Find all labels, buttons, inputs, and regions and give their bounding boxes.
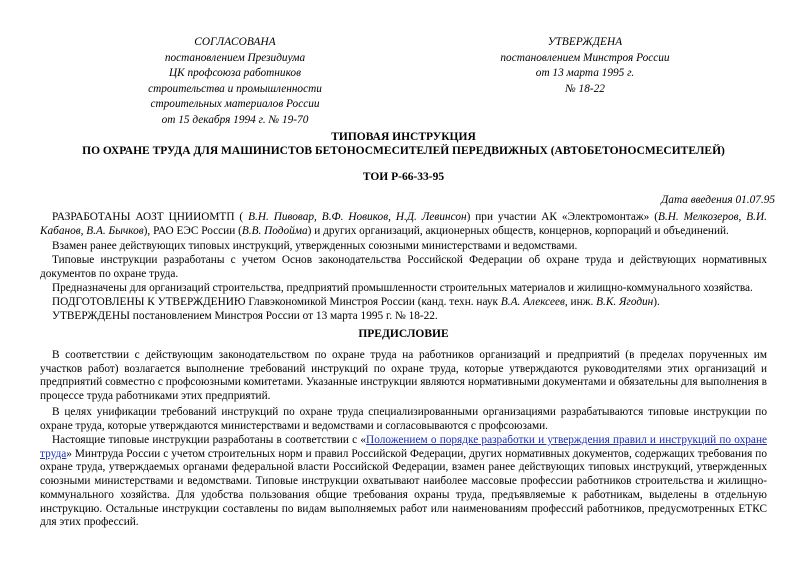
prepared-author-1: В.А. Алексеев — [500, 296, 565, 308]
developed-suffix: ) и других организаций, акционерных обществ, концернов, корпораций и объединений. — [307, 224, 729, 237]
prepared-author-2: В.К. Ягодин — [596, 296, 654, 308]
approval-agreed-line: от 15 декабря 1994 г. № 19-70 — [161, 113, 309, 126]
developed-authors-1: В.Н. Пивовар, В.Ф. Новиков, Н.Д. Левинсон — [243, 211, 467, 223]
approval-approved-line: № 18-22 — [565, 82, 605, 95]
preface-heading: ПРЕДИСЛОВИЕ — [358, 328, 449, 340]
document-title — [30, 131, 777, 158]
document-title-line-2: ПО ОХРАНЕ ТРУДА ДЛЯ МАШИНИСТОВ БЕТОНОСМЕСИТЕЛЕЙ ПЕРЕДВИЖНЫХ (АВТОБЕТОНОСМЕСИТЕЛЕЙ) — [82, 144, 725, 157]
preface-p3-prefix: Настоящие типовые инструкции разработаны в соответствии с « — [52, 434, 367, 446]
developed-mid-1: ) при участии АК «Электромонтаж» ( — [466, 211, 659, 223]
preface-p3-suffix: » Минтруда России с учетом строительных норм и правил Российской Федерации, других нормативных документов, содержащих требования по охране труда, утверждаемых органами федеральной власти Российской Федерации, взамен ранее действующих типовых инструкций, утвержденных союзными министерствами и ведомствами. Типовые инструкции охватывают наиболее массовые профессии работников строительства и жилищно-коммунального хозяйства. Для удобства пользования общие требования охраны труда, предъявляемые к работникам, выделены в отдельную инструкцию. Остальные инструкции составлены по видам выполняемых работ или наименованиям профессий работников, предусмотренных ЕТКС для этих профессий. — [40, 447, 767, 529]
basis-paragraph: Типовые инструкции разработаны с учетом Основ законодательства Российской Федерации об охране труда и действующих нормативных документов по охране труда. — [40, 254, 767, 280]
developed-by-paragraph — [40, 211, 767, 238]
approval-agreed-line: строительных материалов России — [150, 98, 320, 111]
introduction-date: Дата введения 01.07.95 — [661, 194, 775, 206]
approval-approved-title: УТВЕРЖДЕНА — [547, 36, 623, 48]
developed-authors-3: В.В. Подойма — [241, 224, 308, 237]
prepared-mid: , инж. — [564, 296, 597, 308]
document-title-line-1: ТИПОВАЯ ИНСТРУКЦИЯ — [331, 131, 476, 143]
approval-approved-line: от 13 марта 1995 г. — [535, 67, 635, 80]
purpose-paragraph: Предназначены для организаций строительства, предприятий промышленности строительных материалов и жилищно-коммунального хозяйства. — [52, 282, 753, 294]
developed-mid-2: ), РАО ЕЭС России ( — [143, 224, 242, 237]
developed-authors-2: В.Н. Мелкозеров, В.И. Кабанов, В.А. Бычков — [40, 211, 767, 237]
approval-agreed-block — [120, 35, 350, 129]
approval-agreed-title: СОГЛАСОВАНА — [194, 36, 276, 48]
document-code: ТОИ Р-66-33-95 — [362, 171, 445, 183]
approval-agreed-line: постановлением Президиума — [164, 51, 306, 64]
approval-approved-line: постановлением Минстроя России — [500, 51, 670, 64]
approval-agreed-line: ЦК профсоюза работников — [169, 67, 301, 80]
preface-paragraph-1: В соответствии с действующим законодательством по охране труда на работников организаций и предприятий (в пределах порученных им участков работ) возлагается выполнение требований инструкций по охране труда, которые утверждаются руководителями этих организаций и предприятий совместно с профсоюзными комитетами. Указанные инструкции являются нормативными документами и обязательны для выполнения в процессе труда работниками этих предприятий. — [40, 349, 767, 403]
developed-prefix: РАЗРАБОТАНЫ АОЗТ ЦНИИОМТП ( — [52, 211, 244, 223]
approval-agreed-line: строительства и промышленности — [148, 82, 322, 95]
prepared-prefix: ПОДГОТОВЛЕНЫ К УТВЕРЖДЕНИЮ Главэкономикой Минстроя России (канд. техн. наук — [52, 296, 501, 308]
prepared-paragraph — [40, 296, 767, 310]
approval-approved-block — [470, 35, 700, 97]
approved-paragraph: УТВЕРЖДЕНЫ постановлением Минстроя России от 13 марта 1995 г. № 18-22. — [52, 310, 438, 322]
regulation-link[interactable]: Положением о порядке разработки и утверждения правил и инструкций по охране труда — [40, 434, 767, 460]
replaces-paragraph: Взамен ранее действующих типовых инструкций, утвержденных союзными министерствами и ведомствами. — [52, 240, 578, 252]
prepared-suffix: ). — [653, 296, 660, 308]
preface-paragraph-3 — [40, 434, 767, 530]
preface-paragraph-2: В целях унификации требований инструкций по охране труда специализированными организациями разрабатываются типовые инструкции по охране труда, которые утверждаются министерствами и ведомствами и согласовываются с профсоюзами. — [40, 406, 767, 432]
